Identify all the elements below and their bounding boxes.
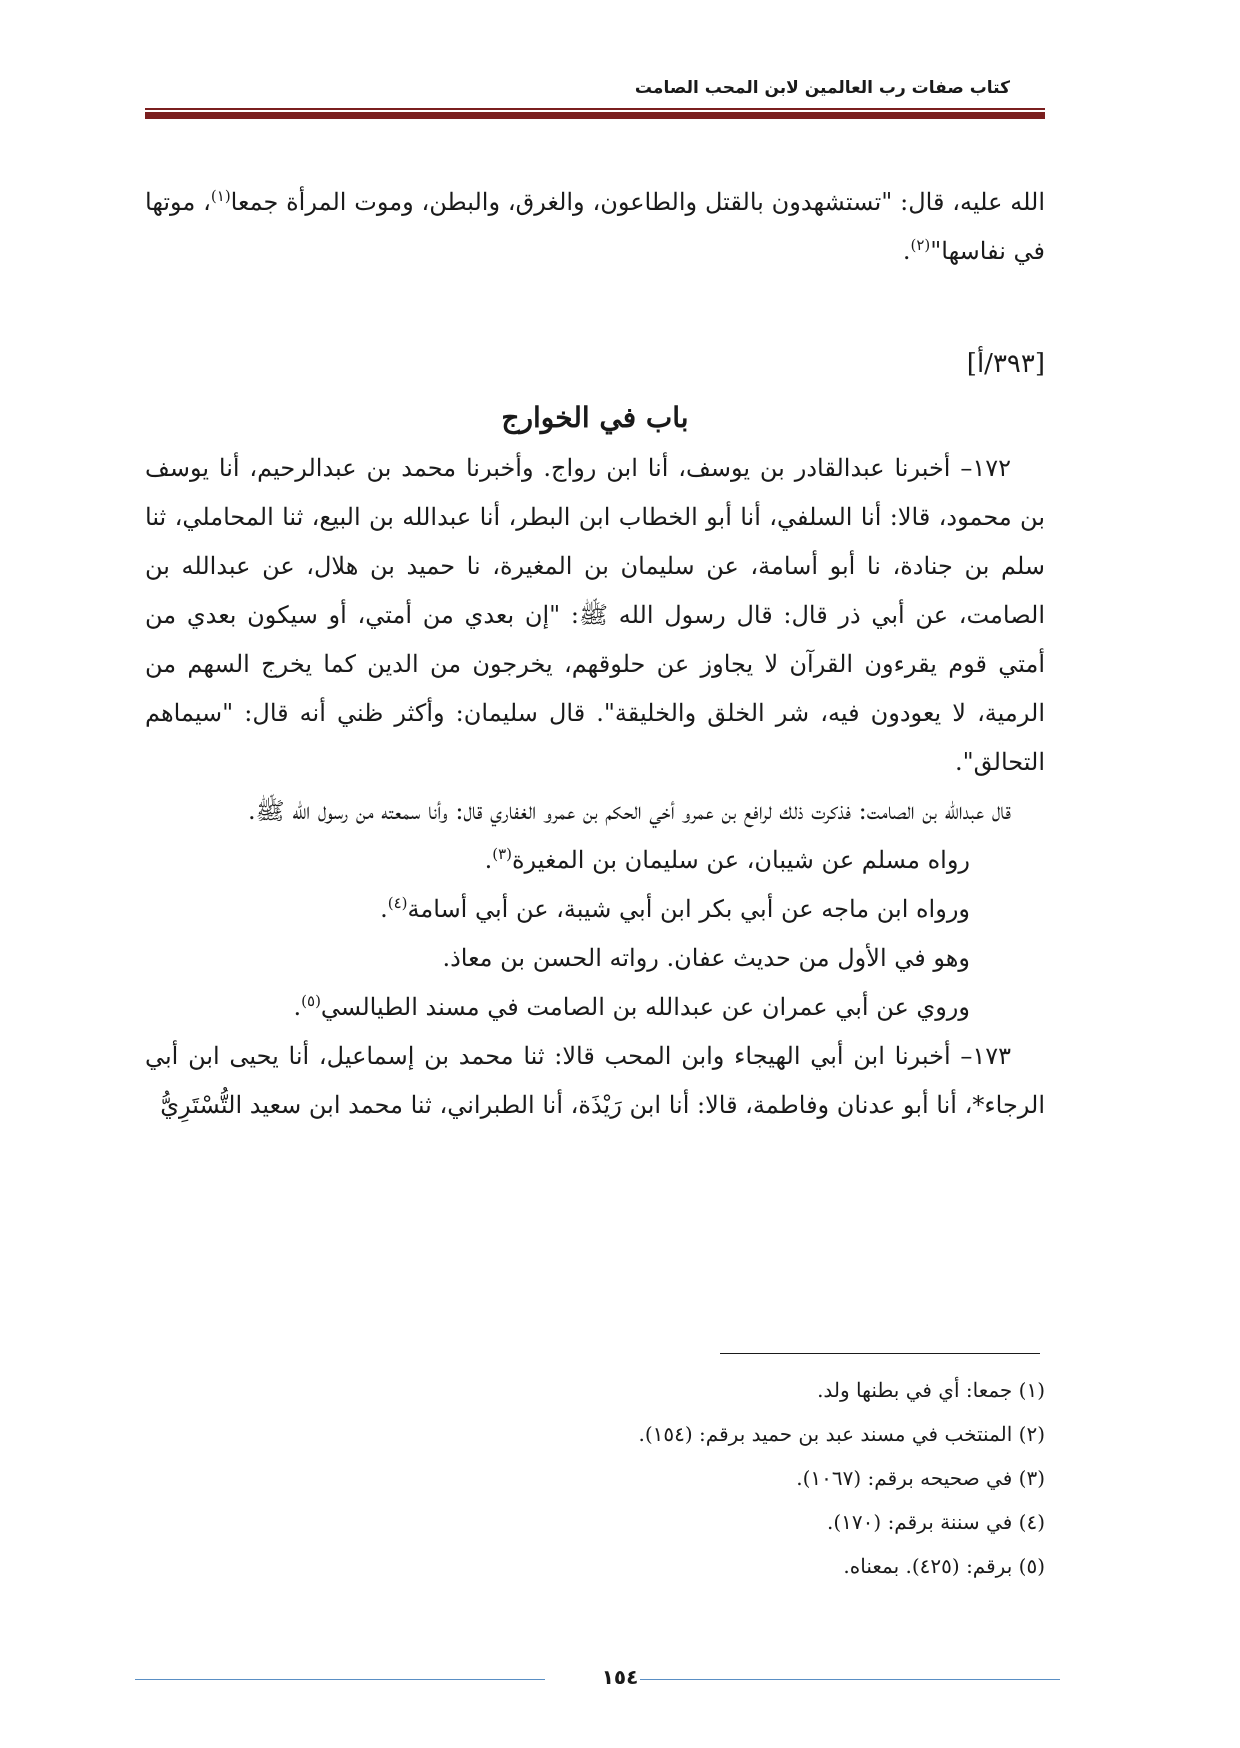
- footnote-1: (١) جمعا: أي في بطنها ولد.: [817, 1378, 1045, 1402]
- footnote-ref-1: (١): [210, 187, 231, 205]
- riwaya-2-period: .: [380, 895, 388, 923]
- footnote-2: (٢) المنتخب في مسند عبد بن حميد برقم: (١٥٤).: [638, 1422, 1045, 1446]
- riwaya-line-4: [145, 983, 1045, 1032]
- riwaya-line-3: وهو في الأول من حديث عفان. رواته الحسن بن معاذ.: [442, 944, 970, 972]
- intro-paragraph: [145, 178, 1045, 276]
- spacer: [145, 276, 1045, 340]
- intro-text-3: .: [902, 237, 911, 265]
- riwaya-4-period: .: [293, 993, 302, 1021]
- footnote-ref-2: (٢): [910, 236, 931, 254]
- main-text: [145, 178, 1045, 1130]
- riwaya-1-text: رواه مسلم عن شيبان، عن سليمان بن المغيرة: [511, 846, 970, 874]
- riwaya-2-text: ورواه ابن ماجه عن أبي بكر ابن أبي شيبة، عن أبي أسامة: [407, 895, 970, 923]
- rafi-paragraph: قال عبدالله بن الصامت: فذكرت ذلك لرافع بن عمرو أخي الحكم بن عمرو الغفاري قال: وأنا سمعته من رسول الله ﷺ.: [248, 797, 1011, 825]
- intro-text-1: الله عليه، قال: "تستشهدون بالقتل والطاعون، والغرق، والبطن، وموت المرأة جمعا: [230, 188, 1046, 216]
- footer-line-right: [640, 1679, 1060, 1680]
- footnote-ref-5: (٥): [301, 992, 321, 1010]
- footnote-5: (٥) برقم: (٤٢٥). بمعناه.: [843, 1554, 1045, 1578]
- chapter-title: باب في الخوارج: [501, 401, 689, 434]
- riwaya-line-2: [145, 885, 1045, 934]
- riwaya-4-text: وروي عن أبي عمران عن عبدالله بن الصامت في مسند الطيالسي: [320, 993, 970, 1021]
- footer-line-left: [135, 1679, 545, 1680]
- riwaya-line-1: [145, 836, 1045, 885]
- footnote-ref-4: (٤): [387, 894, 408, 912]
- header-rule-thick: [145, 112, 1045, 119]
- running-header-title: كتاب صفات رب العالمين لابن المحب الصامت: [634, 78, 1010, 98]
- hadith-173: ١٧٣– أخبرنا ابن أبي الهيجاء وابن المحب قالا: ثنا محمد بن إسماعيل، أنا يحيى ابن أبي الرجاء*، أنا أبو عدنان وفاطمة، قالا: أنا ابن رَيْذَة، أنا الطبراني، ثنا محمد ابن سعيد التُّسْتَرِيُّ: [145, 1042, 1045, 1119]
- intro-text-2: ، موتها في نفاسها": [145, 188, 1045, 265]
- header-rule-thin: [145, 108, 1045, 110]
- hadith-172: ١٧٢– أخبرنا عبدالقادر بن يوسف، أنا ابن رواج. وأخبرنا محمد بن عبدالرحيم، أنا يوسف بن محمود، قالا: أنا السلفي، أنا أبو الخطاب ابن البطر، أنا عبدالله بن البيع، ثنا المحاملي، ثنا سلم بن جنادة، نا أبو أسامة، عن سليمان بن المغيرة، نا حميد بن هلال، عن عبدالله بن الصامت، عن أبي ذر قال: قال رسول الله ﷺ: "إن بعدي من أمتي، أو سيكون بعدي من أمتي قوم يقرءون القرآن لا يجاوز عن حلوقهم، يخرجون من الدين كما يخرج السهم من الرمية، لا يعودون فيه، شر الخلق والخليقة". قال سليمان: وأكثر ظني أنه قال: "سيماهم التحالق".: [145, 454, 1045, 776]
- footnote-ref-3: (٣): [492, 845, 512, 863]
- footnote-3: (٣) في صحيحه برقم: (١٠٦٧).: [796, 1466, 1045, 1490]
- footnote-separator: [720, 1353, 1040, 1354]
- riwaya-1-period: .: [484, 846, 493, 874]
- page-number: ١٥٤: [601, 1665, 639, 1689]
- manuscript-folio-marker: [٣٩٣/أ]: [966, 349, 1045, 379]
- footnote-4: (٤) في سننة برقم: (١٧٠).: [827, 1510, 1045, 1534]
- footnotes: [145, 1368, 1045, 1588]
